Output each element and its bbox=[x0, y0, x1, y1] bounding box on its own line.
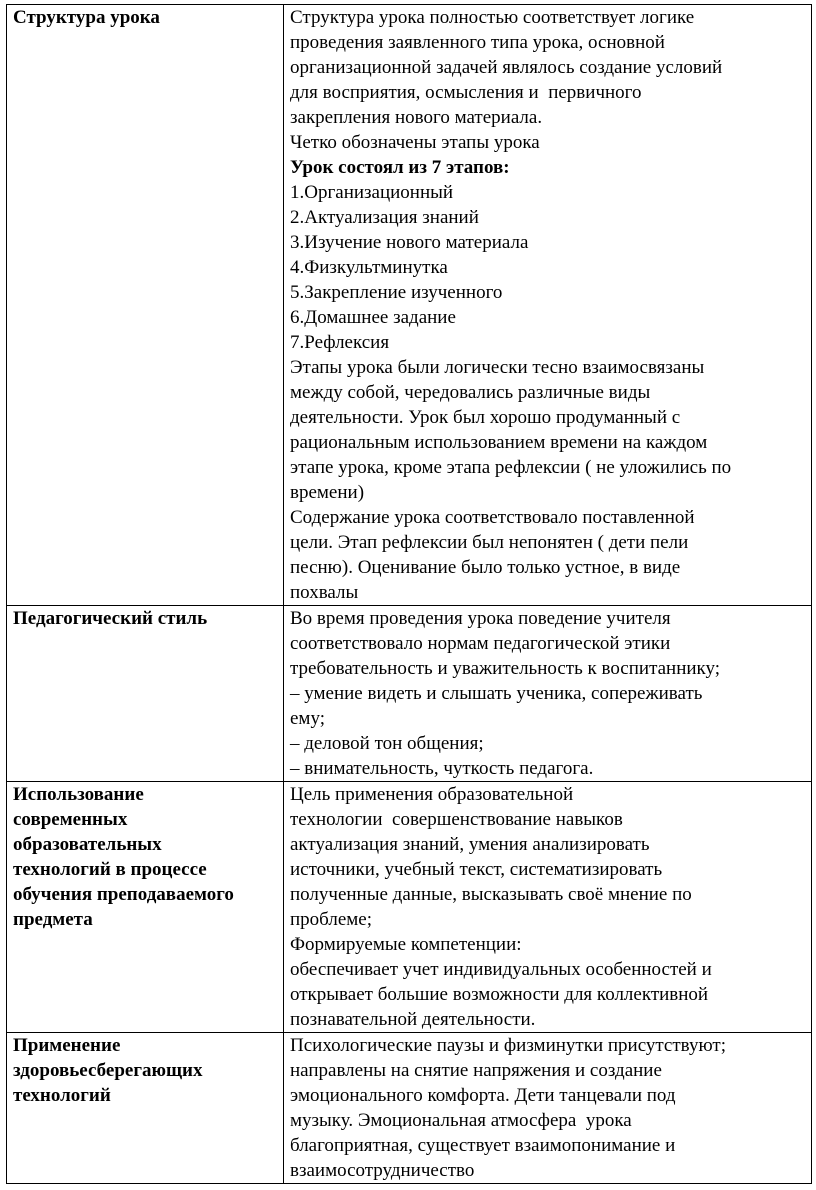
content-line: обеспечивает учет индивидуальных особенностей и bbox=[290, 959, 712, 980]
content-line: Этапы урока были логически тесно взаимосвязаны bbox=[290, 357, 705, 378]
content-line: – деловой тон общения; bbox=[290, 733, 484, 754]
row-label-line: обучения преподаваемого bbox=[13, 884, 234, 905]
row-content-cell bbox=[284, 606, 812, 782]
content-line: закрепления нового материала. bbox=[290, 107, 543, 128]
row-label-line: Использование bbox=[13, 784, 144, 805]
row-content-cell bbox=[284, 5, 812, 606]
content-line: 6.Домашнее задание bbox=[290, 307, 456, 328]
table-body bbox=[7, 5, 812, 1184]
content-line: 5.Закрепление изученного bbox=[290, 282, 503, 303]
content-line: актуализация знаний, умения анализировать bbox=[290, 834, 650, 855]
row-label-line: образовательных bbox=[13, 834, 162, 855]
row-label-line: здоровьесберегающих bbox=[13, 1060, 203, 1081]
content-line: Содержание урока соответствовало поставленной bbox=[290, 507, 695, 528]
content-line: для восприятия, осмысления и первичного bbox=[290, 82, 642, 103]
content-line: Четко обозначены этапы урока bbox=[290, 132, 540, 153]
content-line: похвалы bbox=[290, 582, 359, 603]
content-line: требовательность и уважительность к воспитаннику; bbox=[290, 658, 721, 679]
content-line: рациональным использованием времени на каждом bbox=[290, 432, 708, 453]
content-line: 1.Организационный bbox=[290, 182, 454, 203]
row-label-line: Применение bbox=[13, 1035, 121, 1056]
content-line: проблеме; bbox=[290, 909, 373, 930]
row-label: Педагогический стиль bbox=[13, 608, 208, 629]
row-label-line: современных bbox=[13, 809, 128, 830]
row-label-line: предмета bbox=[13, 909, 93, 930]
content-line: Во время проведения урока поведение учителя bbox=[290, 608, 671, 629]
row-content-cell bbox=[284, 782, 812, 1033]
content-line: эмоционального комфорта. Дети танцевали под bbox=[290, 1085, 676, 1106]
content-line: Формируемые компетенции: bbox=[290, 934, 522, 955]
row-label-cell bbox=[7, 5, 284, 606]
content-line: – внимательность, чуткость педагога. bbox=[290, 758, 594, 779]
content-line: деятельности. Урок был хорошо продуманный с bbox=[290, 407, 681, 428]
content-line: музыку. Эмоциональная атмосфера урока bbox=[290, 1110, 632, 1131]
content-line: организационной задачей являлось создание условий bbox=[290, 57, 723, 78]
content-line: песню). Оценивание было только устное, в виде bbox=[290, 557, 681, 578]
table-row bbox=[7, 782, 812, 1033]
content-line: благоприятная, существует взаимопонимание и bbox=[290, 1135, 676, 1156]
content-line: 7.Рефлексия bbox=[290, 332, 390, 353]
table-row bbox=[7, 5, 812, 606]
row-label-line: технологий в процессе bbox=[13, 859, 207, 880]
content-line: Цель применения образовательной bbox=[290, 784, 574, 805]
lesson-analysis-table bbox=[6, 4, 812, 1184]
content-line: времени) bbox=[290, 482, 365, 503]
content-line: 4.Физкультминутка bbox=[290, 257, 448, 278]
content-line: между собой, чередовались различные виды bbox=[290, 382, 651, 403]
content-line: направлены на снятие напряжения и создание bbox=[290, 1060, 662, 1081]
table-row bbox=[7, 606, 812, 782]
content-line: открывает большие возможности для коллективной bbox=[290, 984, 709, 1005]
content-line: источники, учебный текст, систематизировать bbox=[290, 859, 663, 880]
content-line: этапе урока, кроме этапа рефлексии ( не уложились по bbox=[290, 457, 732, 478]
content-line: Урок состоял из 7 этапов: bbox=[290, 157, 510, 178]
content-line: полученные данные, высказывать своё мнение по bbox=[290, 884, 692, 905]
content-line: взаимосотрудничество bbox=[290, 1160, 475, 1181]
row-content-cell bbox=[284, 1033, 812, 1184]
row-label-line: технологий bbox=[13, 1085, 111, 1106]
content-line: ему; bbox=[290, 708, 325, 729]
content-line: Психологические паузы и физминутки присутствуют; bbox=[290, 1035, 727, 1056]
content-line: соответствовало нормам педагогической этики bbox=[290, 633, 671, 654]
content-line: – умение видеть и слышать ученика, сопереживать bbox=[290, 683, 703, 704]
row-label-cell bbox=[7, 606, 284, 782]
table-row bbox=[7, 1033, 812, 1184]
content-line: проведения заявленного типа урока, основной bbox=[290, 32, 665, 53]
content-line: 3.Изучение нового материала bbox=[290, 232, 529, 253]
content-line: Структура урока полностью соответствует логике bbox=[290, 7, 695, 28]
row-label-cell bbox=[7, 782, 284, 1033]
content-line: цели. Этап рефлексии был непонятен ( дети пели bbox=[290, 532, 689, 553]
row-label: Структура урока bbox=[13, 7, 160, 28]
content-line: познавательной деятельности. bbox=[290, 1009, 536, 1030]
content-line: технологии совершенствование навыков bbox=[290, 809, 623, 830]
row-label-cell bbox=[7, 1033, 284, 1184]
content-line: 2.Актуализация знаний bbox=[290, 207, 479, 228]
